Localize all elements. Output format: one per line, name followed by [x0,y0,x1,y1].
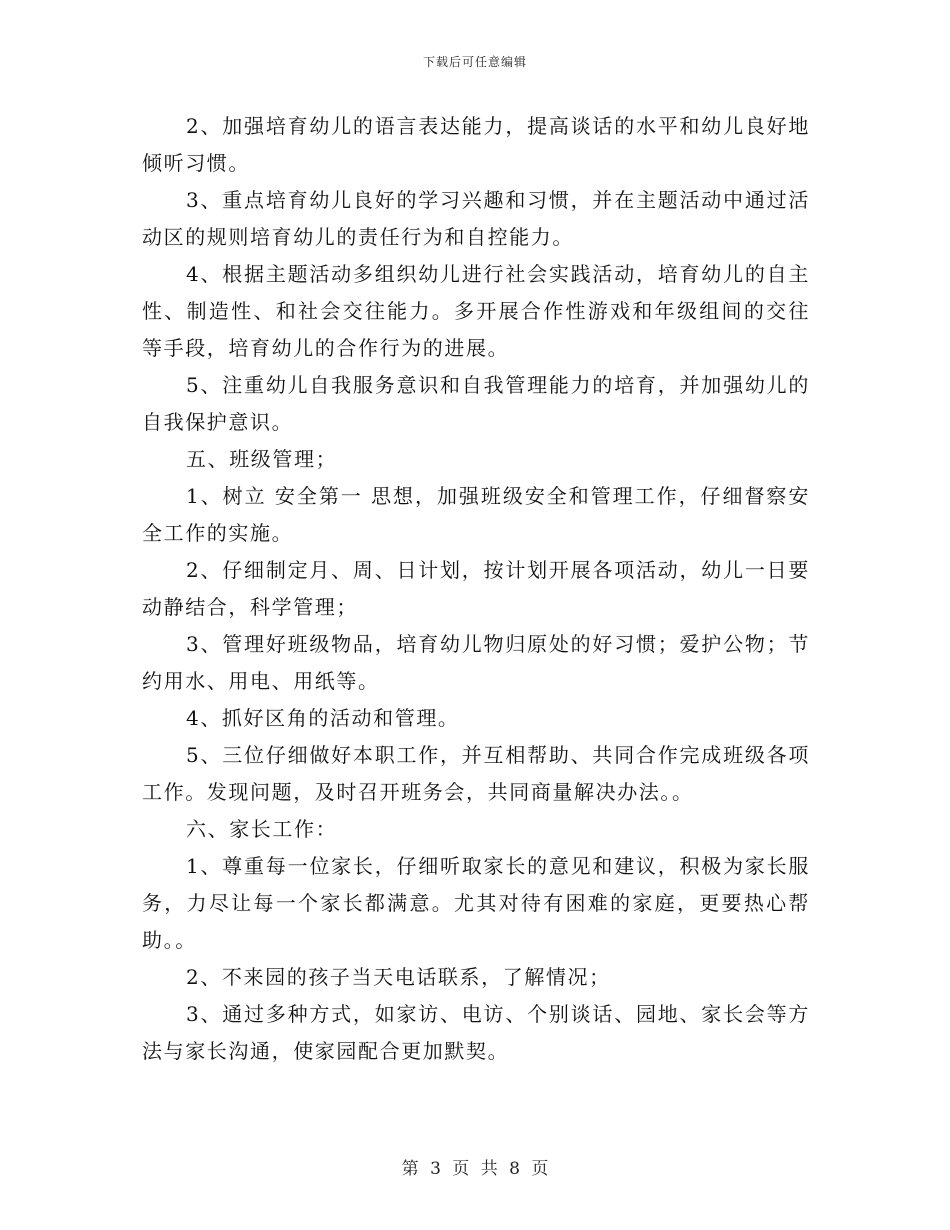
paragraph-goal-3: 3、重点培育幼儿良好的学习兴趣和习惯，并在主题活动中通过活动区的规则培育幼儿的责任行为和自控能力。 [142,188,810,249]
paragraph-parent-1: 1、尊重每一位家长，仔细听取家长的意见和建议，积极为家长服务，力尽让每一个家长都满意。尤其对待有困难的家庭，更要热心帮助。。 [142,854,810,952]
section-heading-parent-work: 六、家长工作： [186,817,338,841]
document-body [142,108,810,1070]
paragraph-management-5: 5、三位仔细做好本职工作，并互相帮助、共同合作完成班级各项工作。发现问题，及时召开班务会，共同商量解决办法。。 [142,743,810,804]
paragraph-parent-3: 3、通过多种方式，如家访、电访、个别谈话、园地、家长会等方法与家长沟通，使家园配合更加默契。 [142,1002,810,1063]
paragraph-goal-2: 2、加强培育幼儿的语言表达能力，提高谈话的水平和幼儿良好地倾听习惯。 [142,114,810,175]
page-header: 下载后可任意编辑 [422,55,527,69]
section-heading-class-management: 五、班级管理； [186,447,338,471]
page-number-footer: 第 3 页 共 8 页 [401,1159,549,1179]
paragraph-goal-4: 4、根据主题活动多组织幼儿进行社会实践活动，培育幼儿的自主性、制造性、和社会交往能力。多开展合作性游戏和年级组间的交往等手段，培育幼儿的合作行为的进展。 [142,262,810,360]
paragraph-management-2: 2、仔细制定月、周、日计划，按计划开展各项活动，幼儿一日要动静结合，科学管理； [142,558,810,619]
paragraph-goal-5: 5、注重幼儿自我服务意识和自我管理能力的培育，并加强幼儿的自我保护意识。 [142,373,810,434]
paragraph-management-1: 1、树立 安全第一 思想，加强班级安全和管理工作，仔细督察安全工作的实施。 [142,484,810,545]
paragraph-management-3: 3、管理好班级物品，培育幼儿物归原处的好习惯；爱护公物；节约用水、用电、用纸等。 [142,632,810,693]
paragraph-parent-2: 2、不来园的孩子当天电话联系，了解情况； [186,965,611,989]
paragraph-management-4: 4、抓好区角的活动和管理。 [186,706,460,730]
